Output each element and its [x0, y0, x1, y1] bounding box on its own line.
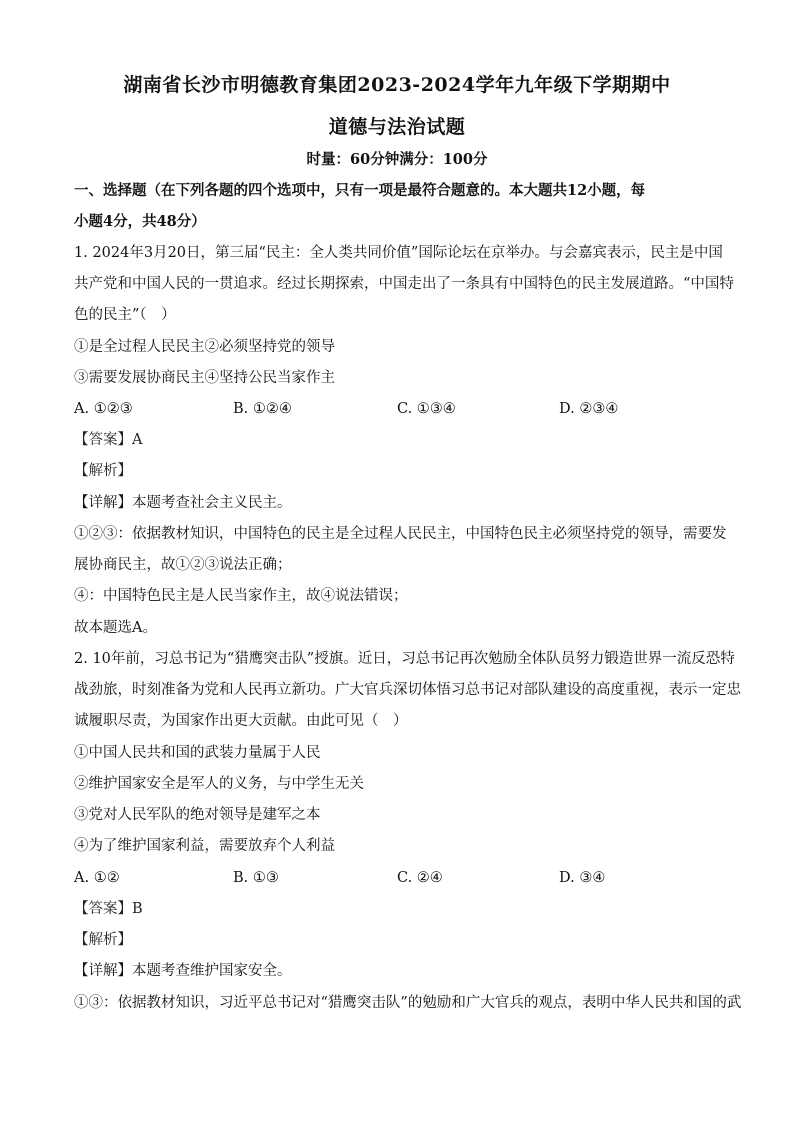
- q1-analysis-label: 【解析】: [74, 463, 132, 479]
- exam-title-line2: 道德与法治试题: [328, 116, 466, 138]
- q2-stem-line1: 2. 10年前，习总书记为“猎鹰突击队”授旗。近日，习总书记再次勉励全体队员努力锻造世界一流反恐特: [74, 651, 735, 667]
- q2-option-d: D. ③④: [559, 870, 606, 886]
- q1-detail: 【详解】本题考查社会主义民主。: [74, 495, 292, 511]
- q2-stem-line2: 战劲旅，时刻准备为党和人民再立新功。广大官兵深切体悟习总书记对部队建设的高度重视，表示一定忠: [74, 682, 741, 698]
- q1-option-c: C. ①③④: [397, 401, 456, 417]
- q1-option-a: A. ①②③: [74, 401, 133, 417]
- q2-option-c: C. ②④: [397, 870, 443, 886]
- q1-statement-line2: ③需要发展协商民主④坚持公民当家作主: [74, 370, 335, 386]
- q2-explanation-line1: ①③：依据教材知识，习近平总书记对“猎鹰突击队”的勉励和广大官兵的观点，表明中华人民共和国的武: [74, 995, 742, 1011]
- q1-explanation-line3: ④：中国特色民主是人民当家作主，故④说法错误；: [74, 588, 408, 604]
- q1-stem-line3: 色的民主”（ ）: [74, 307, 176, 323]
- section-heading-line1: 一、选择题（在下列各题的四个选项中，只有一项是最符合题意的。本大题共12小题，每: [74, 182, 646, 199]
- q1-option-d: D. ②③④: [559, 401, 619, 417]
- q1-stem-line2: 共产党和中国人民的一贯追求。经过长期探索，中国走出了一条具有中国特色的民主发展道路。“中国特: [74, 276, 734, 292]
- q1-answer: 【答案】A: [74, 432, 143, 448]
- q2-statement-line2: ②维护国家安全是军人的义务，与中学生无关: [74, 776, 364, 792]
- q2-statement-line1: ①中国人民共和国的武装力量属于人民: [74, 745, 321, 761]
- q1-explanation-line2: 展协商民主，故①②③说法正确；: [74, 557, 292, 573]
- q2-stem-line3: 诚履职尽责，为国家作出更大贡献。由此可见（ ）: [74, 713, 408, 729]
- q2-analysis-label: 【解析】: [74, 932, 132, 948]
- q2-option-b: B. ①③: [233, 870, 279, 886]
- q1-explanation-line4: 故本题选A。: [74, 620, 157, 636]
- q2-statement-line4: ④为了维护国家利益，需要放弃个人利益: [74, 838, 335, 854]
- q2-answer: 【答案】B: [74, 901, 143, 917]
- exam-title-line1: 湖南省长沙市明德教育集团2023-2024学年九年级下学期期中: [123, 74, 671, 96]
- section-heading-line2: 小题4分，共48分）: [74, 213, 206, 230]
- exam-meta: 时量：60分钟满分：100分: [306, 151, 488, 168]
- q1-explanation-line1: ①②③：依据教材知识，中国特色的民主是全过程人民民主，中国特色民主必须坚持党的领导，需要发: [74, 526, 727, 542]
- q2-detail: 【详解】本题考查维护国家安全。: [74, 963, 292, 979]
- q1-stem-line1: 1. 2024年3月20日，第三届“民主：全人类共同价值”国际论坛在京举办。与会嘉宾表示，民主是中国: [74, 245, 723, 261]
- q1-statement-line1: ①是全过程人民民主②必须坚持党的领导: [74, 339, 335, 355]
- q2-option-a: A. ①②: [74, 870, 120, 886]
- q1-option-b: B. ①②④: [233, 401, 292, 417]
- q2-statement-line3: ③党对人民军队的绝对领导是建军之本: [74, 807, 321, 823]
